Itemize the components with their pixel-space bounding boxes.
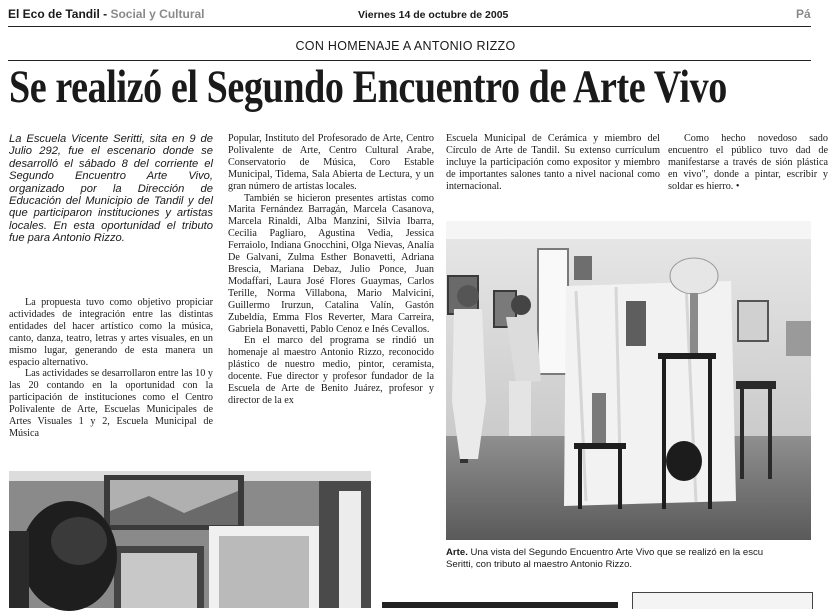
exhibition-photo xyxy=(446,221,811,540)
paragraph: La propuesta tuvo como objetivo propiciar actividades de integración entre las distintas entidades del hacer artístico como la música, canto, danza, teatro, letras y artes visuales, en un mismo lugar, generando de esta manera un espacio alternativo. xyxy=(9,297,213,368)
article-column-4 xyxy=(668,133,828,193)
article-kicker: CON HOMENAJE A ANTONIO RIZZO xyxy=(295,39,516,53)
next-article-box xyxy=(632,592,813,609)
paragraph: También se hicieron presentes artistas como Marita Fernández Barragán, Marcela Casanova, Marcela Rinaldi, Alba Manzini, Silvia Ibarra, Cecilia Pagliaro, Agustina Vedia, Jessica Ferraiolo, Indiana Gnocchini, Olga Nievas, Analía De Galvani, Zulma Esther Bonavetti, Adriana Brescia, Mariana Debaz, Julio Ponce, Juan Modaffari, Laura José Flores Guaymas, Carlos Terille, Norma Villabona, Mario Malvicini, Guillermo Irurzun, Catalina Valín, Gastón Zubeldía, Emma Flos Reverter, Mara Carreira, Gabriela Bonavetti, Pablo Cenoz e Inés Cevallos. xyxy=(228,192,434,335)
paragraph: En el marco del programa se rindió un homenaje al maestro Antonio Rizzo, reconocido plástico de nuestro medio, pintor, ceramista, docente. Fue director y profesor fundador de la Escuela de Arte de Benito Juárez, profesor y director de la ex xyxy=(228,335,434,406)
newspaper-name: El Eco de Tandil xyxy=(8,7,100,21)
newspaper-header xyxy=(8,7,205,21)
paragraph: Las actividades se desarrollaron entre las 10 y las 20 contando en la oportunidad con la participación de instituciones como el Centro Polivalente de Arte, Escuelas Municipales de Artes Visuales 1 y 2, Escuela Municipal de Música xyxy=(9,368,213,439)
article-column-1 xyxy=(9,297,213,440)
caption-text-line-2: Seritti, con tributo al maestro Antonio Rizzo. xyxy=(446,559,633,570)
paragraph: Escuela Municipal de Cerámica y miembro del Círculo de Arte de Tandil. Su extenso currículum incluye la participación como expositor y miembro de importantes salones tanto a nivel nacional como internacional. xyxy=(446,133,660,192)
paragraph: Como hecho novedoso sado encuentro el público tuvo dad de manifestarse a través de sión plástica en vivo", donde a pintar, escribir y soldar es hierro. • xyxy=(668,133,828,192)
section-name: Social y Cultural xyxy=(110,7,205,21)
paintings-photo xyxy=(9,471,371,608)
paragraph: Popular, Instituto del Profesorado de Arte, Centro Polivalente de Arte, Centro Cultural Arabe, Conservatorio de Música, Coro Estable Municipal, Tidema, Sala Abierta de Lectura, y un gran número de artistas locales. xyxy=(228,133,434,192)
next-article-bar xyxy=(382,602,618,608)
article-column-2 xyxy=(228,133,434,407)
caption-text: Una vista del Segundo Encuentro Arte Vivo que se realizó en la escu xyxy=(467,547,764,558)
issue-date: Viernes 14 de octubre de 2005 xyxy=(358,9,509,21)
paintings-photo-image xyxy=(9,471,371,608)
exhibition-photo-image xyxy=(446,221,811,540)
article-lead: La Escuela Vicente Seritti, sita en 9 de Julio 292, fue el escenario donde se desarrolló el sábado 8 del corriente el Segundo Encuentro Arte Vivo, organizado por la Dirección de Educación del Municipio de Tandil y del que participaron instituciones y artistas locales. En esta oportunidad el tributo fue para Antonio Rizzo. xyxy=(9,133,213,245)
header-rule xyxy=(8,26,811,27)
page-number-fragment: Pá xyxy=(796,7,811,21)
article-column-3 xyxy=(446,133,660,193)
caption-label: Arte. xyxy=(446,547,468,558)
header-separator: - xyxy=(99,7,111,21)
article-headline: Se realizó el Segundo Encuentro de Arte Vivo xyxy=(9,61,727,113)
photo-caption xyxy=(446,547,826,571)
